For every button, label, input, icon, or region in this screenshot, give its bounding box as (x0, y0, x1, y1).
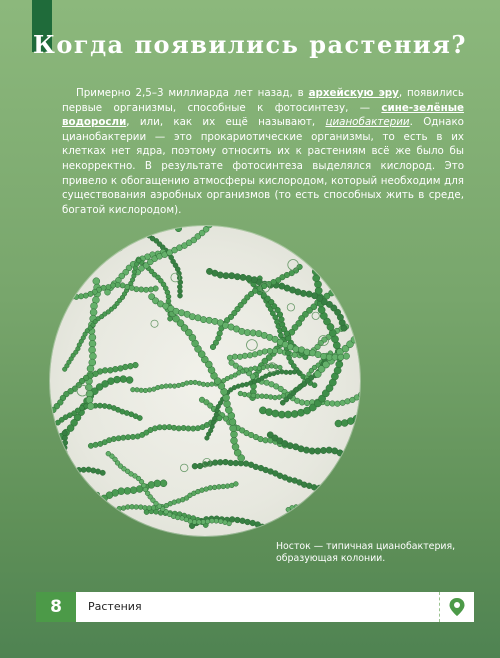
section-label: Растения (88, 600, 142, 613)
map-pin-icon (448, 597, 466, 617)
paragraph-text-3: , или, как их ещё называют, (126, 116, 326, 129)
page-number: 8 (36, 592, 76, 622)
body-paragraph (62, 86, 464, 217)
photo-caption: Носток — типичная цианобактерия, образующая колонии. (276, 541, 456, 564)
page-title: Когда появились растения? (33, 30, 467, 59)
blue-green-algae-link[interactable]: сине-зелёные водоросли (62, 101, 464, 129)
paragraph-text-2: , появились первые организмы, способные к фотосинтезу, — (62, 87, 464, 114)
microscope-photo (50, 226, 360, 536)
footer-bar (36, 592, 474, 622)
location-button[interactable] (439, 592, 474, 622)
paragraph-text-1: Примерно 2,5–3 миллиарда лет назад, в (76, 87, 309, 99)
archean-era-link[interactable]: архейскую эру (308, 87, 399, 99)
paragraph-text-4: . Однако цианобактерии — это прокариотические организмы, то есть в их клетках нет ядра, поэтому относить их к растениям всё же было бы некорректно. В результате фотосинтеза выделялся кислород. Это привело к обогащению атмосферы кислородом, который необходим для существования аэробных организмов (то есть способных жить в среде, богатой кислородом). (62, 116, 464, 216)
nostoc-filaments-image (50, 226, 360, 536)
cyanobacteria-link[interactable]: цианобактерии (325, 116, 410, 129)
